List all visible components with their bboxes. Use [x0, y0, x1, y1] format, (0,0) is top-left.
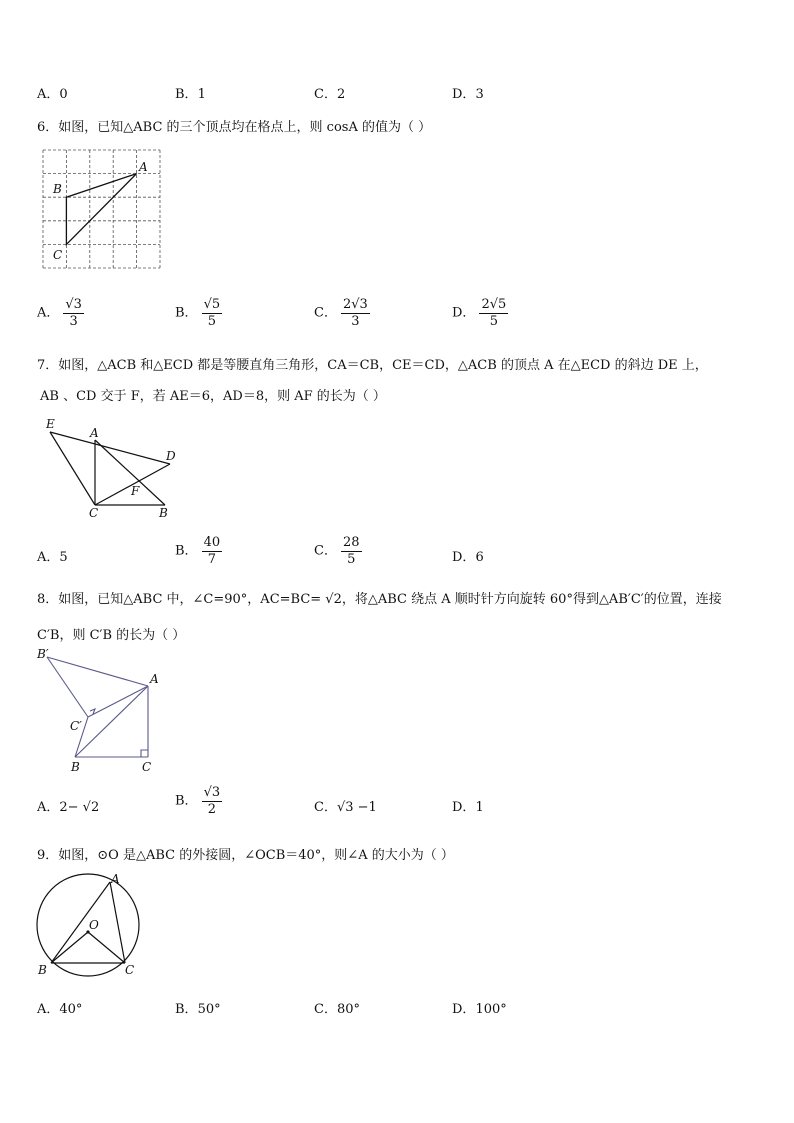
q6-stem: 6．如图，已知△ABC 的三个顶点均在格点上，则 cosA 的值为（ ） — [37, 120, 432, 135]
q9-option-a[interactable]: A．40° — [37, 1002, 83, 1017]
q8-option-d[interactable]: D．1 — [452, 800, 484, 815]
q9-option-d[interactable]: D．100° — [452, 1002, 507, 1017]
q8-stem-line1: 8．如图，已知△ABC 中，∠C=90°，AC=BC= √2，将△ABC 绕点 A 顺时针方向旋转 60°得到△AB′C′的位置，连接 — [37, 592, 722, 607]
q7-option-a[interactable]: A．5 — [37, 550, 68, 565]
q7-stem-line1: 7．如图，△ACB 和△ECD 都是等腰直角三角形，CA＝CB，CE＝CD，△ACB 的顶点 A 在△ECD 的斜边 DE 上， — [37, 358, 708, 373]
q7-label-a: A — [90, 426, 99, 440]
q5-option-a[interactable]: A．0 — [37, 87, 68, 102]
q9-option-c[interactable]: C．80° — [314, 1002, 360, 1017]
q6-label-b: B — [53, 182, 62, 196]
q6-grid-figure — [35, 145, 170, 275]
q8-option-a[interactable]: A．2− √2 — [37, 800, 100, 815]
q8-label-b: B — [71, 760, 80, 774]
q6-label-a: A — [139, 160, 148, 174]
q5-option-b[interactable]: B．1 — [175, 87, 206, 102]
q9-stem: 9．如图，⊙O 是△ABC 的外接圆，∠OCB＝40°，则∠A 的大小为（ ） — [37, 848, 454, 863]
q7-label-e: E — [46, 417, 55, 431]
q8-option-c[interactable]: C．√3 −1 — [314, 800, 377, 815]
q5-option-d[interactable]: D．3 — [452, 87, 484, 102]
q8-option-b[interactable]: B． $\frac{√3}{2}$ — [175, 785, 221, 817]
q8-label-c: C — [142, 760, 152, 774]
q5-option-c[interactable]: C．2 — [314, 87, 346, 102]
q8-figure — [35, 645, 165, 775]
q9-label-o: O — [89, 918, 99, 932]
q9-figure — [32, 870, 152, 985]
q7-label-f: F — [131, 484, 140, 498]
q6-label-c: C — [53, 248, 63, 262]
q8-label-a: A — [150, 672, 159, 686]
q7-option-c[interactable]: C． $\frac{28}{5}$ — [314, 535, 360, 567]
q7-stem-line2: AB 、CD 交于 F，若 AE＝6，AD＝8，则 AF 的长为（ ） — [40, 389, 386, 404]
q9-label-c: C — [125, 963, 135, 977]
q9-label-a: A — [111, 872, 120, 886]
q7-figure — [40, 415, 185, 520]
q7-option-d[interactable]: D．6 — [452, 550, 484, 565]
q8-label-cprime: C′ — [70, 719, 82, 733]
q9-option-b[interactable]: B．50° — [175, 1002, 221, 1017]
q7-option-b[interactable]: B． $\frac{40}{7}$ — [175, 535, 221, 567]
q8-stem-line2: C′B，则 C′B 的长为（ ） — [37, 628, 186, 643]
q6-option-b[interactable]: B． $\frac{√5}{5}$ — [175, 297, 221, 329]
q6-option-a[interactable]: A． $\frac{√3}{3}$ — [37, 297, 82, 329]
q7-label-c: C — [89, 506, 99, 520]
q7-label-b: B — [159, 506, 168, 520]
q8-label-bprime: B′ — [37, 647, 49, 661]
q9-label-b: B — [38, 963, 47, 977]
q7-label-d: D — [166, 449, 176, 463]
q6-option-d[interactable]: D． $\frac{2√5}{5}$ — [452, 297, 507, 329]
q6-option-c[interactable]: C． $\frac{2√3}{3}$ — [314, 297, 368, 329]
